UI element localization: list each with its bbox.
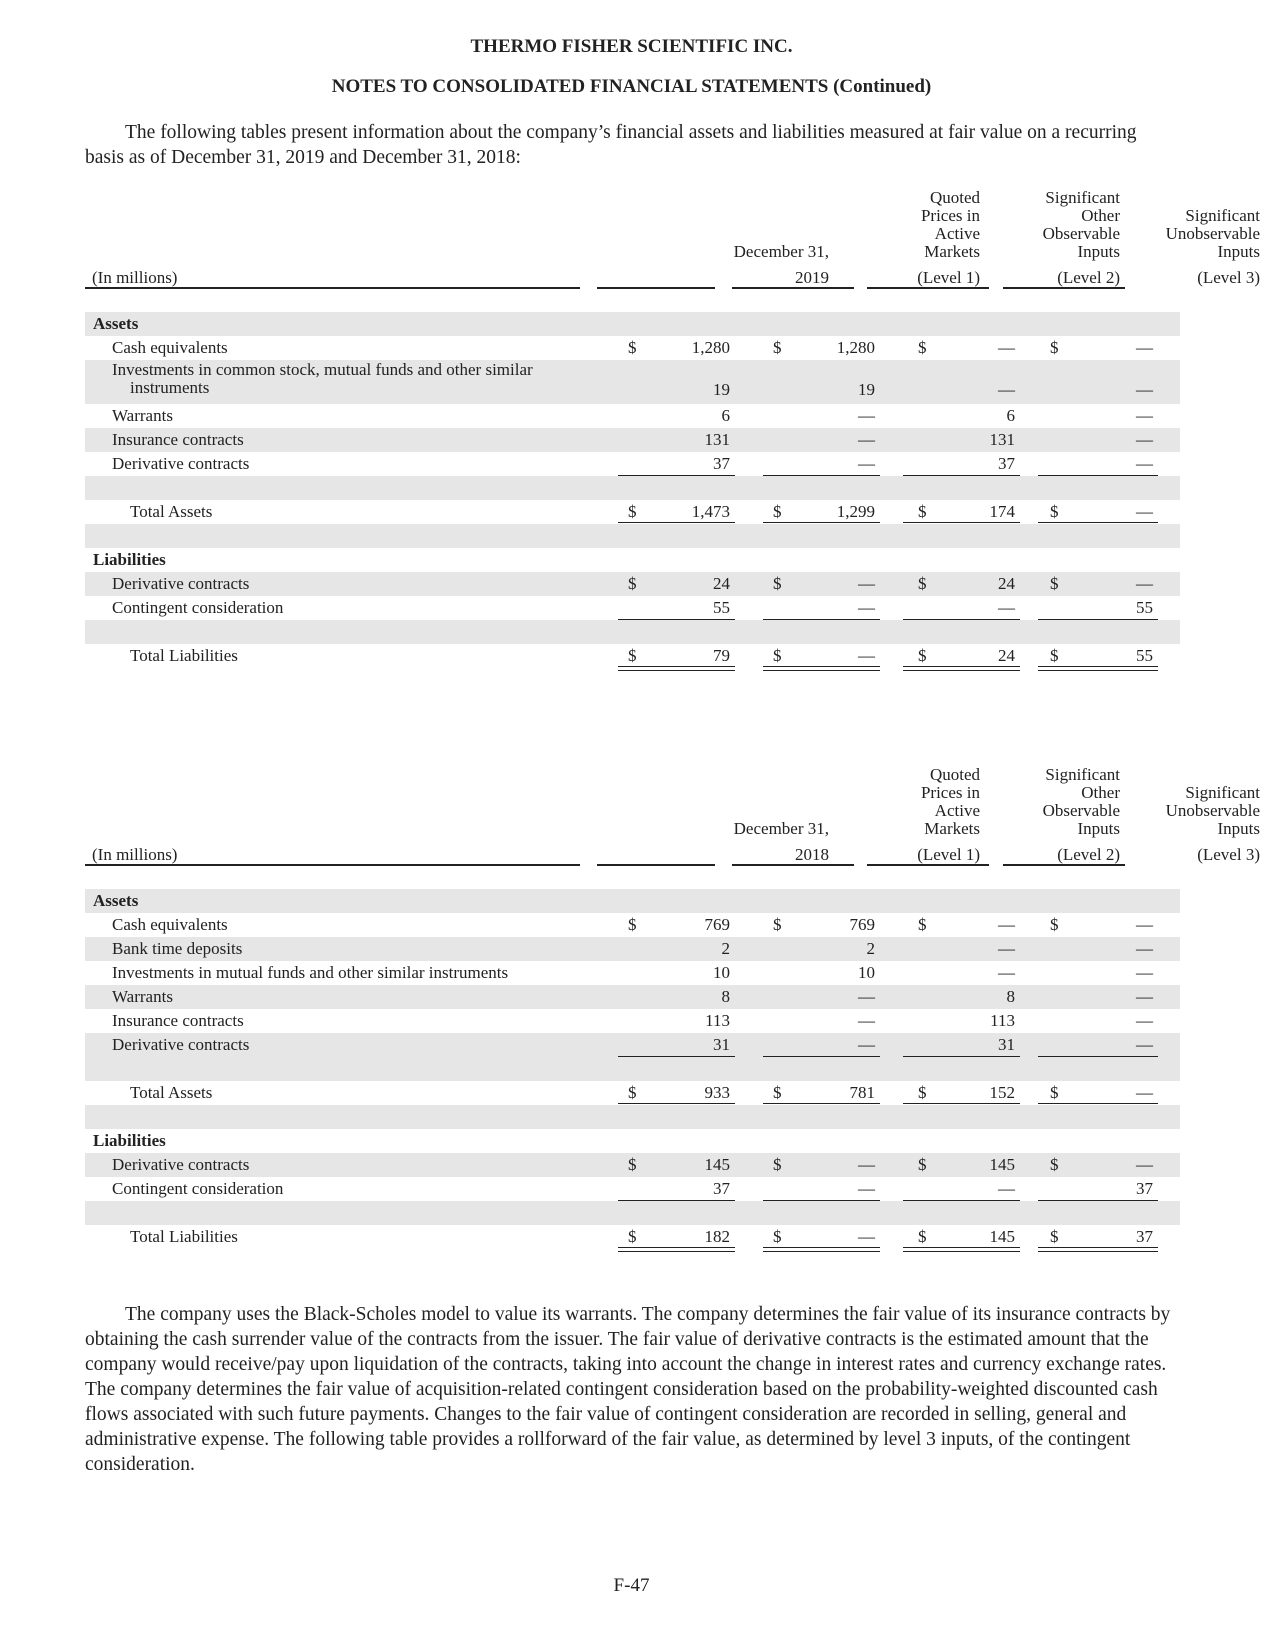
total-assets-row bbox=[85, 1081, 1180, 1105]
header-underline bbox=[85, 864, 580, 866]
cell-value: — bbox=[1136, 939, 1153, 958]
liability-row bbox=[85, 1177, 1180, 1201]
cell-value: 24 bbox=[998, 646, 1015, 665]
valuation-methods-paragraph: The company uses the Black-Scholes model to value its warrants. The company determines the fair value of its insurance contracts by obtaining the cash surrender value of the contracts from the issuer. The fair value of derivative contracts is the estimated amount that the company would receive/pay upon liquidation of the contracts, taking into account the change in interest rates and currency exchange rates. The company determines the fair value of acquisition-related contingent consideration based on the probability-weighted discounted cash flows associated with such future payments. Changes to the fair value of contingent consideration are recorded in selling, general and administrative expense. The following table provides a rollforward of the fair value, as determined by level 3 inputs, of the contingent consideration. bbox=[85, 1304, 1171, 1475]
section-heading-label: Liabilities bbox=[93, 550, 166, 569]
currency-symbol: $ bbox=[628, 502, 637, 521]
total-double-rule bbox=[1038, 666, 1158, 671]
cell-value: — bbox=[1136, 454, 1153, 473]
spacer-row bbox=[85, 476, 1180, 500]
cell-value: — bbox=[1136, 502, 1153, 521]
section-heading-label: Assets bbox=[93, 891, 139, 910]
cell-value: — bbox=[1136, 1035, 1153, 1054]
currency-symbol: $ bbox=[1050, 1155, 1059, 1174]
currency-symbol: $ bbox=[628, 338, 637, 357]
currency-symbol: $ bbox=[773, 1083, 782, 1102]
header-underline bbox=[867, 864, 989, 866]
cell-value: 37 bbox=[713, 1179, 730, 1198]
asset-row bbox=[85, 1033, 1180, 1057]
currency-symbol: $ bbox=[773, 1155, 782, 1174]
year-header: 2018 bbox=[795, 845, 829, 864]
cell-value: 10 bbox=[713, 963, 730, 982]
liability-row bbox=[85, 596, 1180, 620]
row-label: Contingent consideration bbox=[112, 1179, 284, 1198]
cell-value: 174 bbox=[989, 502, 1015, 521]
row-label: Cash equivalents bbox=[112, 338, 228, 357]
fair-value-table-2019 bbox=[85, 188, 1260, 718]
cell-value: 19 bbox=[858, 380, 875, 399]
total-assets-row bbox=[85, 500, 1180, 524]
cell-value: — bbox=[998, 598, 1015, 617]
cell-value: — bbox=[1136, 1155, 1153, 1174]
row-label: Derivative contracts bbox=[112, 454, 250, 473]
page-number: F-47 bbox=[613, 1575, 650, 1596]
currency-symbol: $ bbox=[918, 502, 927, 521]
level1-header-line: Prices in bbox=[920, 206, 980, 225]
cell-value: 24 bbox=[998, 574, 1015, 593]
cell-value: 113 bbox=[990, 1011, 1015, 1030]
currency-symbol: $ bbox=[628, 1155, 637, 1174]
level3-header-line: Unobservable bbox=[1165, 224, 1260, 243]
row-label: Total Liabilities bbox=[130, 1227, 238, 1246]
cell-value: — bbox=[858, 406, 875, 425]
cell-value: 55 bbox=[713, 598, 730, 617]
cell-value: — bbox=[1136, 987, 1153, 1006]
header-underline bbox=[732, 287, 854, 289]
cell-value: 19 bbox=[713, 380, 730, 399]
level2-header-line: Observable bbox=[1042, 224, 1120, 243]
currency-symbol: $ bbox=[1050, 915, 1059, 934]
cell-value: — bbox=[858, 598, 875, 617]
date-header: December 31, bbox=[733, 819, 829, 838]
cell-value: — bbox=[998, 1179, 1015, 1198]
cell-value: 769 bbox=[849, 915, 875, 934]
total-double-rule bbox=[763, 666, 880, 671]
cell-value: — bbox=[858, 1035, 875, 1054]
level2-header-line: Significant bbox=[1045, 765, 1120, 784]
fair-value-table-2018 bbox=[85, 765, 1260, 1295]
cell-value: — bbox=[858, 1179, 875, 1198]
total-double-rule bbox=[903, 666, 1020, 671]
currency-symbol: $ bbox=[628, 915, 637, 934]
cell-value: 37 bbox=[998, 454, 1015, 473]
cell-value: — bbox=[1136, 915, 1153, 934]
level1-label: (Level 1) bbox=[917, 268, 980, 287]
currency-symbol: $ bbox=[918, 1083, 927, 1102]
row-label: Derivative contracts bbox=[112, 1035, 250, 1054]
currency-symbol: $ bbox=[918, 338, 927, 357]
cell-value: — bbox=[858, 430, 875, 449]
cell-value: 10 bbox=[858, 963, 875, 982]
currency-symbol: $ bbox=[1050, 502, 1059, 521]
header-underline bbox=[1003, 864, 1125, 866]
liability-row bbox=[85, 572, 1180, 596]
level3-label: (Level 3) bbox=[1197, 845, 1260, 864]
currency-symbol: $ bbox=[773, 1227, 782, 1246]
header-underline bbox=[597, 287, 715, 289]
level2-header-line: Other bbox=[1081, 206, 1120, 225]
currency-symbol: $ bbox=[628, 1227, 637, 1246]
currency-symbol: $ bbox=[1050, 574, 1059, 593]
currency-symbol: $ bbox=[918, 646, 927, 665]
cell-value: — bbox=[1136, 406, 1153, 425]
currency-symbol: $ bbox=[918, 1227, 927, 1246]
cell-value: — bbox=[1136, 338, 1153, 357]
total-double-rule bbox=[903, 1247, 1020, 1252]
cell-value: 24 bbox=[713, 574, 730, 593]
row-label: Insurance contracts bbox=[112, 1011, 244, 1030]
cell-value: 55 bbox=[1136, 598, 1153, 617]
intro-paragraph: The following tables present information about the company’s financial assets and liabilities measured at fair value on a recurring basis as of December 31, 2019 and December 31, 2018: bbox=[85, 122, 1137, 168]
level1-header-line: Quoted bbox=[929, 765, 980, 784]
cell-value: — bbox=[998, 338, 1015, 357]
currency-symbol: $ bbox=[1050, 1083, 1059, 1102]
level1-header-line: Active bbox=[934, 801, 980, 820]
asset-row bbox=[85, 913, 1180, 937]
cell-value: 55 bbox=[1136, 646, 1153, 665]
cell-value: 1,280 bbox=[691, 338, 730, 357]
row-label: Investments in mutual funds and other similar instruments bbox=[112, 963, 509, 982]
total-double-rule bbox=[618, 1247, 735, 1252]
cell-value: 1,299 bbox=[836, 502, 875, 521]
header-underline bbox=[1003, 287, 1125, 289]
row-label: Bank time deposits bbox=[112, 939, 243, 958]
row-label: Total Assets bbox=[130, 1083, 213, 1102]
total-double-rule bbox=[618, 666, 735, 671]
cell-value: 1,280 bbox=[836, 338, 875, 357]
asset-row bbox=[85, 404, 1180, 428]
cell-value: 769 bbox=[704, 915, 730, 934]
cell-value: 113 bbox=[705, 1011, 730, 1030]
cell-value: 145 bbox=[989, 1155, 1015, 1174]
level3-label: (Level 3) bbox=[1197, 268, 1260, 287]
header-underline bbox=[732, 864, 854, 866]
cell-value: — bbox=[998, 915, 1015, 934]
spacer-row bbox=[85, 1057, 1180, 1081]
asset-row bbox=[85, 336, 1180, 360]
cell-value: 37 bbox=[713, 454, 730, 473]
cell-value: 2 bbox=[721, 939, 730, 958]
total-double-rule bbox=[763, 1247, 880, 1252]
currency-symbol: $ bbox=[773, 338, 782, 357]
currency-symbol: $ bbox=[773, 574, 782, 593]
currency-symbol: $ bbox=[773, 502, 782, 521]
level1-header-line: Quoted bbox=[929, 188, 980, 207]
level2-header-line: Other bbox=[1081, 783, 1120, 802]
cell-value: 131 bbox=[989, 430, 1015, 449]
level2-header-line: Inputs bbox=[1077, 242, 1120, 261]
row-label: Total Assets bbox=[130, 502, 213, 521]
level1-header-line: Markets bbox=[924, 242, 980, 261]
company-name: THERMO FISHER SCIENTIFIC INC. bbox=[470, 36, 793, 57]
row-label: Investments in common stock, mutual funds and other similar bbox=[112, 360, 533, 379]
row-label: Warrants bbox=[112, 406, 173, 425]
currency-symbol: $ bbox=[918, 1155, 927, 1174]
row-label: Contingent consideration bbox=[112, 598, 284, 617]
cell-value: — bbox=[858, 646, 875, 665]
cell-value: 933 bbox=[704, 1083, 730, 1102]
level2-header-line: Significant bbox=[1045, 188, 1120, 207]
units-label: (In millions) bbox=[92, 268, 178, 287]
cell-value: 37 bbox=[1136, 1179, 1153, 1198]
cell-value: 6 bbox=[721, 406, 730, 425]
level3-header-line: Significant bbox=[1185, 206, 1260, 225]
cell-value: 781 bbox=[849, 1083, 875, 1102]
level2-label: (Level 2) bbox=[1057, 845, 1120, 864]
cell-value: 152 bbox=[989, 1083, 1015, 1102]
cell-value: 31 bbox=[713, 1035, 730, 1054]
level1-header-line: Active bbox=[934, 224, 980, 243]
level1-label: (Level 1) bbox=[917, 845, 980, 864]
column-header bbox=[85, 765, 1260, 870]
cell-value: 182 bbox=[704, 1227, 730, 1246]
cell-value: — bbox=[858, 987, 875, 1006]
asset-row bbox=[85, 428, 1180, 452]
row-label: Warrants bbox=[112, 987, 173, 1006]
section-heading-label: Assets bbox=[93, 314, 139, 333]
notes-title: NOTES TO CONSOLIDATED FINANCIAL STATEMENTS (Continued) bbox=[331, 76, 932, 97]
cell-value: — bbox=[998, 963, 1015, 982]
level1-header-line: Markets bbox=[924, 819, 980, 838]
cell-value: — bbox=[998, 939, 1015, 958]
cell-value: 8 bbox=[1006, 987, 1015, 1006]
cell-value: 1,473 bbox=[691, 502, 730, 521]
cell-value: 79 bbox=[713, 646, 730, 665]
currency-symbol: $ bbox=[918, 574, 927, 593]
currency-symbol: $ bbox=[918, 915, 927, 934]
row-label: Insurance contracts bbox=[112, 430, 244, 449]
header-underline bbox=[867, 287, 989, 289]
row-label: Cash equivalents bbox=[112, 915, 228, 934]
currency-symbol: $ bbox=[628, 646, 637, 665]
cell-value: 145 bbox=[989, 1227, 1015, 1246]
row-label: Total Liabilities bbox=[130, 646, 238, 665]
total-liabilities-row bbox=[85, 1225, 1180, 1249]
level3-header-line: Inputs bbox=[1217, 242, 1260, 261]
total-double-rule bbox=[1038, 1247, 1158, 1252]
currency-symbol: $ bbox=[773, 646, 782, 665]
assets-section-heading bbox=[85, 312, 1180, 336]
liabilities-section-heading bbox=[85, 1129, 1180, 1153]
cell-value: 8 bbox=[721, 987, 730, 1006]
cell-value: 31 bbox=[998, 1035, 1015, 1054]
date-header: December 31, bbox=[733, 242, 829, 261]
currency-symbol: $ bbox=[773, 915, 782, 934]
row-label-cont: instruments bbox=[130, 378, 210, 397]
spacer-row bbox=[85, 1105, 1180, 1129]
cell-value: — bbox=[1136, 963, 1153, 982]
level3-header-line: Significant bbox=[1185, 783, 1260, 802]
header-underline bbox=[597, 864, 715, 866]
level3-header-line: Inputs bbox=[1217, 819, 1260, 838]
asset-row bbox=[85, 360, 1180, 404]
column-header bbox=[85, 188, 1260, 293]
currency-symbol: $ bbox=[628, 1083, 637, 1102]
row-label: Derivative contracts bbox=[112, 574, 250, 593]
currency-symbol: $ bbox=[1050, 646, 1059, 665]
asset-row bbox=[85, 961, 1180, 985]
cell-value: — bbox=[858, 1011, 875, 1030]
year-header: 2019 bbox=[795, 268, 829, 287]
header-underline bbox=[85, 287, 580, 289]
cell-value: — bbox=[1136, 574, 1153, 593]
level1-header-line: Prices in bbox=[920, 783, 980, 802]
units-label: (In millions) bbox=[92, 845, 178, 864]
liabilities-section-heading bbox=[85, 548, 1180, 572]
cell-value: 131 bbox=[704, 430, 730, 449]
cell-value: — bbox=[998, 380, 1015, 399]
spacer-row bbox=[85, 1201, 1180, 1225]
currency-symbol: $ bbox=[1050, 338, 1059, 357]
cell-value: — bbox=[858, 1227, 875, 1246]
level2-header-line: Inputs bbox=[1077, 819, 1120, 838]
cell-value: — bbox=[1136, 1083, 1153, 1102]
currency-symbol: $ bbox=[1050, 1227, 1059, 1246]
assets-section-heading bbox=[85, 889, 1180, 913]
cell-value: — bbox=[858, 1155, 875, 1174]
row-label: Derivative contracts bbox=[112, 1155, 250, 1174]
spacer-row bbox=[85, 620, 1180, 644]
level3-header-line: Unobservable bbox=[1165, 801, 1260, 820]
liability-row bbox=[85, 1153, 1180, 1177]
currency-symbol: $ bbox=[628, 574, 637, 593]
level2-label: (Level 2) bbox=[1057, 268, 1120, 287]
cell-value: 37 bbox=[1136, 1227, 1153, 1246]
cell-value: — bbox=[858, 574, 875, 593]
spacer-row bbox=[85, 524, 1180, 548]
section-heading-label: Liabilities bbox=[93, 1131, 166, 1150]
asset-row bbox=[85, 452, 1180, 476]
asset-row bbox=[85, 937, 1180, 961]
level2-header-line: Observable bbox=[1042, 801, 1120, 820]
asset-row bbox=[85, 985, 1180, 1009]
asset-row bbox=[85, 1009, 1180, 1033]
cell-value: 6 bbox=[1006, 406, 1015, 425]
cell-value: — bbox=[1136, 380, 1153, 399]
cell-value: — bbox=[858, 454, 875, 473]
total-liabilities-row bbox=[85, 644, 1180, 668]
cell-value: — bbox=[1136, 1011, 1153, 1030]
cell-value: — bbox=[1136, 430, 1153, 449]
cell-value: 2 bbox=[866, 939, 875, 958]
cell-value: 145 bbox=[704, 1155, 730, 1174]
